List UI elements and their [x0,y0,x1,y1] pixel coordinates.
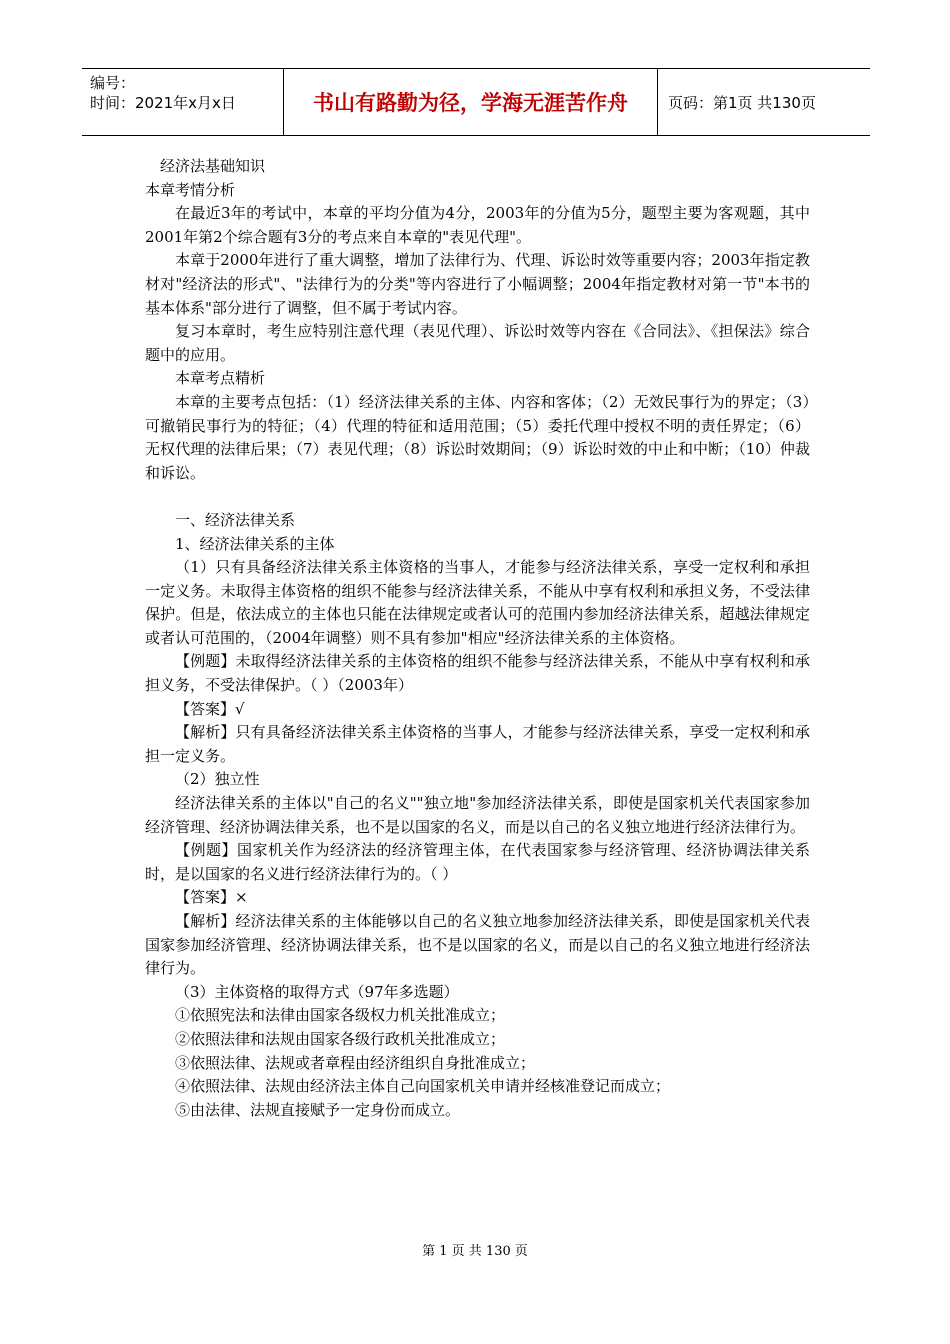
page-header [82,68,870,136]
list-item: ①依照宪法和法律由国家各级权力机关批准成立； [175,1006,506,1025]
paragraph: 复习本章时，考生应特别注意代理（表见代理）、诉讼时效等内容在《合同法》、《担保法》综合题中的应用。 [145,322,810,364]
example-question: 【例题】国家机关作为经济法的经济管理主体，在代表国家参与经济管理、经济协调法律关系时，是以国家的名义进行经济法律行为的。（ ） [145,841,810,883]
header-meta [82,69,284,135]
explanation: 【解析】经济法律关系的主体能够以自己的名义独立地参加经济法律关系，即使是国家机关代表国家参加经济管理、经济协调法律关系，也不是以国家的名义，而是以自己的名义独立地进行经济法律行为。 [145,912,810,978]
list-item: ③依照法律、法规或者章程由经济组织自身批准成立； [175,1053,536,1072]
section-heading-points: 本章考点精析 [175,369,266,388]
paragraph: 在最近3年的考试中，本章的平均分值为4分，2003年的分值为5分，题型主要为客观题，其中2001年第2个综合题有3分的考点来自本章的"表见代理"。 [145,204,810,246]
paragraph: （1）只有具备经济法律关系主体资格的当事人，才能参与经济法律关系，享受一定权利和承担一定义务。未取得主体资格的组织不能参与经济法律关系，不能从中享有权利和承担义务，不受法律保护。但是，依法成立的主体也只能在法律规定或者认可的范围内参加经济法律关系，超越法律规定或者认可范围的，（2004年调整）则不具有参加"相应"经济法律关系的主体资格。 [145,558,810,647]
subsection-item: （3）主体资格的取得方式（97年多选题） [175,982,459,1001]
blank-line [145,485,810,509]
document-number-label: 编号： [90,74,136,92]
document-title: 经济法基础知识 [160,157,266,175]
list-item: ④依照法律、法规由经济法主体自己向国家机关申请并经核准登记而成立； [175,1077,671,1096]
answer: 【答案】× [175,888,248,907]
header-motto: 书山有路勤为径，学海无涯苦作舟 [284,69,658,135]
answer: 【答案】√ [175,699,245,718]
list-item: ②依照法律和法规由国家各级行政机关批准成立； [175,1029,506,1048]
paragraph: 本章于2000年进行了重大调整，增加了法律行为、代理、诉讼时效等重要内容；2003年指定教材对"经济法的形式"、"法律行为的分类"等内容进行了小幅调整；2004年指定教材对第一节"本书的基本体系"部分进行了调整，但不属于考试内容。 [145,251,810,317]
document-body [145,155,810,1122]
page-footer: 第 1 页 共 130 页 [422,1244,528,1259]
header-page-info: 页码：第1页 共130页 [668,93,816,112]
explanation: 【解析】只有具备经济法律关系主体资格的当事人，才能参与经济法律关系，享受一定权利和承担一定义务。 [145,723,810,765]
subsection-heading: 1、经济法律关系的主体 [175,534,335,553]
section-heading: 一、经济法律关系 [175,510,296,529]
example-question: 【例题】未取得经济法律关系的主体资格的组织不能参与经济法律关系，不能从中享有权利和承担义务，不受法律保护。（ ）（2003年） [145,652,810,695]
section-heading-analysis: 本章考情分析 [145,180,236,199]
document-time-label: 时间：2021年x月x日 [90,94,236,112]
list-item: ⑤由法律、法规直接赋予一定身份而成立。 [175,1100,461,1119]
paragraph: 经济法律关系的主体以"自己的名义""独立地"参加经济法律关系，即使是国家机关代表国家参加经济管理、经济协调法律关系，也不是以国家的名义，而是以自己的名义独立地进行经济法律行为。 [145,794,810,836]
paragraph: 本章的主要考点包括：（1）经济法律关系的主体、内容和客体；（2）无效民事行为的界定；（3）可撤销民事行为的特征；（4）代理的特征和适用范围；（5）委托代理中授权不明的责任界定；（6）无权代理的法律后果；（7）表见代理；（8）诉讼时效期间；（9）诉讼时效的中止和中断；（10）仲裁和诉讼。 [145,392,810,482]
subsection-item: （2）独立性 [175,770,260,789]
